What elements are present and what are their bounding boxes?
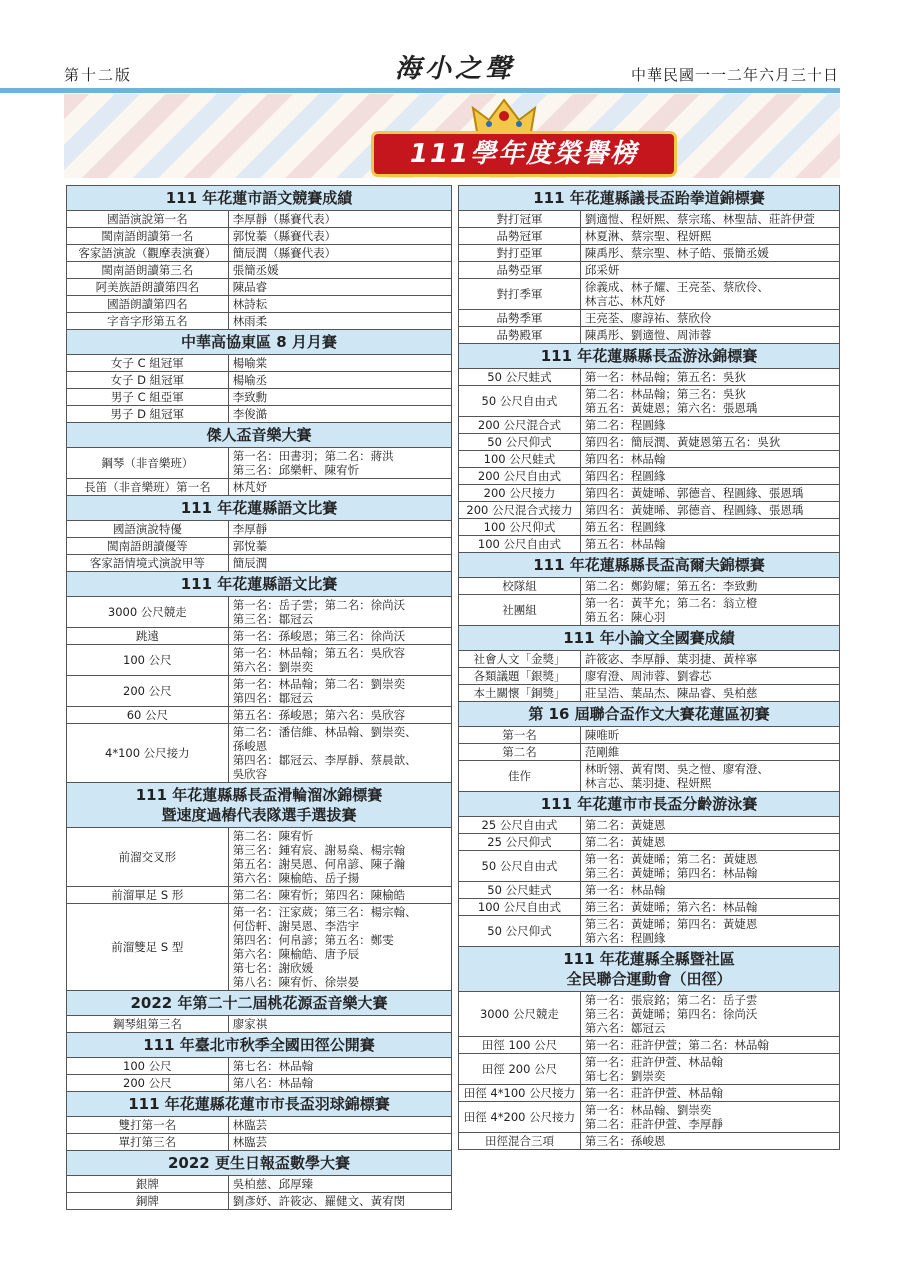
award-winners: 簡辰潤 <box>228 555 451 572</box>
table-row <box>459 916 840 947</box>
table-row <box>67 724 452 783</box>
award-winners: 陳品睿 <box>228 279 451 296</box>
award-category: 國語演說特優 <box>67 521 229 538</box>
award-winners: 第五名：孫峻恩；第六名：吳欣容 <box>228 707 451 724</box>
table-row <box>67 279 452 296</box>
issue-date: 中華民國一一二年六月三十日 <box>630 66 839 84</box>
award-category: 田徑 100 公尺 <box>459 1037 581 1054</box>
table-row <box>67 1058 452 1075</box>
section-header <box>67 783 452 828</box>
award-category: 100 公尺仰式 <box>459 519 581 536</box>
section-header <box>459 702 840 727</box>
banner-title: 111學年度榮譽榜 <box>374 134 674 174</box>
award-category: 閩南語朗讀第一名 <box>67 228 229 245</box>
table-row <box>459 851 840 882</box>
award-category: 女子 C 組冠軍 <box>67 355 229 372</box>
section-title: 2022 年第二十二屆桃花源盃音樂大賽 <box>67 991 452 1016</box>
table-row <box>67 887 452 904</box>
table-row <box>459 651 840 668</box>
award-winners: 第一名：汪家葳；第三名：楊宗翰、 何岱軒、謝昊恩、李浩宇 第四名：何帛諺；第五名：鄭雯 第六名：陳榆皓、唐予辰 第七名：謝欣媛 第八名：陳宥忻、徐崇晏 <box>228 904 451 991</box>
award-winners: 廖家祺 <box>228 1016 451 1033</box>
award-category: 第二名 <box>459 744 581 761</box>
award-category: 25 公尺仰式 <box>459 834 581 851</box>
table-row <box>67 707 452 724</box>
award-winners: 邱采妍 <box>580 262 839 279</box>
table-row <box>67 479 452 496</box>
award-winners: 第二名：黃婕恩 <box>580 834 839 851</box>
award-winners: 第一名：莊許伊萱；第二名：林品翰 <box>580 1037 839 1054</box>
section-title: 傑人盃音樂大賽 <box>67 423 452 448</box>
award-category: 60 公尺 <box>67 707 229 724</box>
table-row <box>459 245 840 262</box>
table-row <box>67 555 452 572</box>
table-row <box>67 245 452 262</box>
award-winners: 陳禹彤、蔡宗聖、林子皓、張簡丞媛 <box>580 245 839 262</box>
award-winners: 第八名：林品翰 <box>228 1075 451 1092</box>
award-category: 3000 公尺競走 <box>67 597 229 628</box>
table-row <box>459 744 840 761</box>
table-row <box>459 1037 840 1054</box>
award-category: 國語演說第一名 <box>67 211 229 228</box>
award-winners: 第一名：黃婕晞；第二名：黃婕恩 第三名：黃婕晞；第四名：林品翰 <box>580 851 839 882</box>
award-category: 100 公尺自由式 <box>459 899 581 916</box>
award-category: 本土關懷「銅獎」 <box>459 685 581 702</box>
award-category: 單打第三名 <box>67 1134 229 1151</box>
award-winners: 第五名：林品翰 <box>580 536 839 553</box>
award-winners: 郭悅蓁（縣賽代表） <box>228 228 451 245</box>
table-row <box>67 262 452 279</box>
award-category: 校隊組 <box>459 578 581 595</box>
award-category: 100 公尺自由式 <box>459 536 581 553</box>
table-row <box>459 327 840 344</box>
table-row <box>67 538 452 555</box>
award-category: 100 公尺蛙式 <box>459 451 581 468</box>
award-category: 50 公尺蛙式 <box>459 369 581 386</box>
table-row <box>459 485 840 502</box>
section-title: 111 年花蓮縣縣長盃游泳錦標賽 <box>459 344 840 369</box>
award-category: 200 公尺自由式 <box>459 468 581 485</box>
table-row <box>67 372 452 389</box>
award-winners: 林昕翎、黃宥閔、吳之愷、廖宥澄、 林言芯、葉羽捷、程妍熙 <box>580 761 839 792</box>
table-row <box>459 578 840 595</box>
award-category: 各類議題「銀獎」 <box>459 668 581 685</box>
section-header <box>67 1151 452 1176</box>
table-row <box>459 386 840 417</box>
award-winners: 第四名：黃婕晞、郭德音、程圓緣、張恩瑀 <box>580 485 839 502</box>
table-row <box>459 899 840 916</box>
table-row <box>459 1054 840 1085</box>
table-row <box>459 1133 840 1150</box>
table-row <box>459 262 840 279</box>
award-category: 國語朗讀第四名 <box>67 296 229 313</box>
award-winners: 第一名：林品翰 <box>580 882 839 899</box>
award-winners: 第一名：孫峻恩；第三名：徐尚沃 <box>228 628 451 645</box>
award-winners: 林芃妤 <box>228 479 451 496</box>
right-column <box>458 185 840 1150</box>
award-category: 長笛（非音樂班）第一名 <box>67 479 229 496</box>
section-title: 111 年花蓮市市長盃分齡游泳賽 <box>459 792 840 817</box>
award-winners: 第一名：林品翰；第五名：吳欣容 第六名：劉崇奕 <box>228 645 451 676</box>
award-category: 田徑 4*100 公尺接力 <box>459 1085 581 1102</box>
award-category: 50 公尺自由式 <box>459 386 581 417</box>
award-winners: 第四名：程圓緣 <box>580 468 839 485</box>
section-title: 111 年花蓮縣語文比賽 <box>67 572 452 597</box>
award-winners: 楊喻丞 <box>228 372 451 389</box>
award-winners: 林詩耘 <box>228 296 451 313</box>
award-winners: 徐義成、林子耀、王亮荃、蔡欣伶、 林言芯、林芃妤 <box>580 279 839 310</box>
award-category: 客家語演說（觀摩表演賽） <box>67 245 229 262</box>
table-row <box>67 676 452 707</box>
award-category: 鋼琴（非音樂班） <box>67 448 229 479</box>
award-winners: 第一名：黃芊允；第二名：翁立橙 第五名：陳心羽 <box>580 595 839 626</box>
table-row <box>459 761 840 792</box>
award-winners: 第三名：黃婕晞；第六名：林品翰 <box>580 899 839 916</box>
table-row <box>459 834 840 851</box>
table-row <box>459 310 840 327</box>
section-header <box>459 186 840 211</box>
table-row <box>67 904 452 991</box>
table-row <box>67 1117 452 1134</box>
award-category: 200 公尺混合式 <box>459 417 581 434</box>
award-category: 男子 C 組亞軍 <box>67 389 229 406</box>
award-winners: 簡辰潤（縣賽代表） <box>228 245 451 262</box>
section-header <box>459 553 840 578</box>
award-category: 對打季軍 <box>459 279 581 310</box>
award-category: 200 公尺混合式接力 <box>459 502 581 519</box>
header-rule <box>0 88 840 93</box>
award-category: 銀牌 <box>67 1176 229 1193</box>
newspaper-title: 海小之聲 <box>394 54 515 84</box>
award-winners: 第四名：黃婕晞、郭德音、程圓緣、張恩瑀 <box>580 502 839 519</box>
award-winners: 范剛維 <box>580 744 839 761</box>
award-winners: 李俊澔 <box>228 406 451 423</box>
page-number: 第十二版 <box>64 66 133 84</box>
table-row <box>459 817 840 834</box>
award-winners: 莊呈浩、葉品杰、陳品睿、吳柏慈 <box>580 685 839 702</box>
award-category: 閩南語朗讀優等 <box>67 538 229 555</box>
section-header <box>459 626 840 651</box>
section-title: 111 年花蓮縣全縣暨社區 全民聯合運動會（田徑） <box>459 947 840 992</box>
table-row <box>67 1075 452 1092</box>
section-header <box>67 1033 452 1058</box>
award-category: 200 公尺 <box>67 1075 229 1092</box>
section-title: 111 年花蓮縣語文比賽 <box>67 496 452 521</box>
award-winners: 第一名：岳子雲；第二名：徐尚沃 第三名：鄒冠云 <box>228 597 451 628</box>
table-row <box>67 313 452 330</box>
section-title: 111 年花蓮縣花蓮市市長盃羽球錦標賽 <box>67 1092 452 1117</box>
award-winners: 陳禹彤、劉適愷、周沛蓉 <box>580 327 839 344</box>
table-row <box>459 451 840 468</box>
award-winners: 第二名：陳宥忻；第四名：陳榆皓 <box>228 887 451 904</box>
page-header <box>0 0 905 90</box>
award-winners: 第四名：林品翰 <box>580 451 839 468</box>
award-category: 對打亞軍 <box>459 245 581 262</box>
section-title: 第 16 屆聯合盃作文大賽花蓮區初賽 <box>459 702 840 727</box>
table-row <box>67 228 452 245</box>
award-category: 第一名 <box>459 727 581 744</box>
section-header <box>459 344 840 369</box>
table-row <box>67 1016 452 1033</box>
award-winners: 劉適愷、程妍熙、蔡宗瑤、林聖喆、莊許伊萱 <box>580 211 839 228</box>
section-header <box>459 947 840 992</box>
award-winners: 第四名：簡辰潤、黃婕恩第五名：吳狄 <box>580 434 839 451</box>
honor-roll-banner <box>64 94 840 178</box>
award-winners: 第一名：田書羽；第二名：蔣洪 第三名：邱樂軒、陳宥忻 <box>228 448 451 479</box>
table-row <box>459 279 840 310</box>
award-category: 100 公尺 <box>67 645 229 676</box>
award-category: 前溜單足 S 形 <box>67 887 229 904</box>
award-winners: 林臨芸 <box>228 1134 451 1151</box>
award-winners: 第二名：程圓緣 <box>580 417 839 434</box>
section-header <box>67 330 452 355</box>
award-category: 阿美族語朗讀第四名 <box>67 279 229 296</box>
award-winners: 第一名：莊許伊萱、林品翰 第七名：劉崇奕 <box>580 1054 839 1085</box>
award-winners: 吳柏慈、邱厚臻 <box>228 1176 451 1193</box>
award-category: 50 公尺仰式 <box>459 434 581 451</box>
award-winners: 廖宥澄、周沛蓉、劉睿芯 <box>580 668 839 685</box>
table-row <box>459 668 840 685</box>
award-category: 男子 D 組冠軍 <box>67 406 229 423</box>
table-row <box>459 1102 840 1133</box>
award-category: 前溜交叉形 <box>67 828 229 887</box>
award-winners: 第二名：黃婕恩 <box>580 817 839 834</box>
section-header <box>67 496 452 521</box>
award-winners: 李致勳 <box>228 389 451 406</box>
award-winners: 林雨柔 <box>228 313 451 330</box>
table-row <box>459 502 840 519</box>
table-row <box>67 521 452 538</box>
left-awards-table <box>66 185 452 1210</box>
award-winners: 第一名：林品翰、劉崇奕 第二名：莊許伊萱、李厚靜 <box>580 1102 839 1133</box>
left-column <box>66 185 452 1210</box>
table-row <box>67 828 452 887</box>
section-title: 111 年臺北市秋季全國田徑公開賽 <box>67 1033 452 1058</box>
award-winners: 第二名：陳宥忻 第三名：鍾宥宸、謝易燊、楊宗翰 第五名：謝昊恩、何帛諺、陳子瀚 第六名：陳榆皓、岳子揚 <box>228 828 451 887</box>
section-title: 111 年花蓮市語文競賽成績 <box>67 186 452 211</box>
table-row <box>67 355 452 372</box>
award-category: 田徑 4*200 公尺接力 <box>459 1102 581 1133</box>
award-category: 字音字形第五名 <box>67 313 229 330</box>
section-title: 2022 更生日報盃數學大賽 <box>67 1151 452 1176</box>
table-row <box>459 434 840 451</box>
award-category: 雙打第一名 <box>67 1117 229 1134</box>
section-title: 111 年小論文全國賽成績 <box>459 626 840 651</box>
section-header <box>67 1092 452 1117</box>
crown-icon <box>469 96 539 136</box>
table-row <box>67 406 452 423</box>
award-category: 鋼琴組第三名 <box>67 1016 229 1033</box>
table-row <box>459 685 840 702</box>
award-category: 50 公尺仰式 <box>459 916 581 947</box>
award-category: 閩南語朗讀第三名 <box>67 262 229 279</box>
award-category: 銅牌 <box>67 1193 229 1210</box>
award-winners: 許筱宓、李厚靜、葉羽捷、黃梓寧 <box>580 651 839 668</box>
section-title: 111 年花蓮縣議長盃跆拳道錦標賽 <box>459 186 840 211</box>
award-winners: 第二名：林品翰；第三名：吳狄 第五名：黃婕恩；第六名：張恩瑀 <box>580 386 839 417</box>
table-row <box>67 1134 452 1151</box>
award-category: 200 公尺 <box>67 676 229 707</box>
award-category: 50 公尺蛙式 <box>459 882 581 899</box>
right-awards-table <box>458 185 840 1150</box>
award-winners: 第五名：程圓緣 <box>580 519 839 536</box>
award-winners: 郭悅蓁 <box>228 538 451 555</box>
award-winners: 第三名：孫峻恩 <box>580 1133 839 1150</box>
award-category: 50 公尺自由式 <box>459 851 581 882</box>
award-category: 客家語情境式演說甲等 <box>67 555 229 572</box>
table-row <box>459 228 840 245</box>
award-winners: 楊喻棠 <box>228 355 451 372</box>
table-row <box>67 296 452 313</box>
award-category: 品勢冠軍 <box>459 228 581 245</box>
award-winners: 第一名：張宸銘；第二名：岳子雲 第三名：黃婕晞；第四名：徐尚沃 第六名：鄒冠云 <box>580 992 839 1037</box>
table-row <box>459 727 840 744</box>
award-category: 對打冠軍 <box>459 211 581 228</box>
section-header <box>459 792 840 817</box>
table-row <box>459 536 840 553</box>
section-header <box>67 186 452 211</box>
section-header <box>67 991 452 1016</box>
section-header <box>67 572 452 597</box>
award-category: 4*100 公尺接力 <box>67 724 229 783</box>
table-row <box>459 211 840 228</box>
award-category: 品勢亞軍 <box>459 262 581 279</box>
award-category: 品勢殿軍 <box>459 327 581 344</box>
award-category: 社團組 <box>459 595 581 626</box>
award-category: 社會人文「金獎」 <box>459 651 581 668</box>
table-row <box>67 389 452 406</box>
award-winners: 第一名：莊許伊萱、林品翰 <box>580 1085 839 1102</box>
award-winners: 第七名：林品翰 <box>228 1058 451 1075</box>
award-category: 100 公尺 <box>67 1058 229 1075</box>
section-title: 中華高協東區 8 月月賽 <box>67 330 452 355</box>
award-category: 佳作 <box>459 761 581 792</box>
table-row <box>459 468 840 485</box>
table-row <box>67 1193 452 1210</box>
award-winners: 林臨芸 <box>228 1117 451 1134</box>
table-row <box>459 992 840 1037</box>
section-header <box>67 423 452 448</box>
table-row <box>67 211 452 228</box>
award-category: 田徑混合三項 <box>459 1133 581 1150</box>
award-category: 田徑 200 公尺 <box>459 1054 581 1085</box>
section-title: 111 年花蓮縣縣長盃滑輪溜冰錦標賽 暨速度過樁代表隊選手選拔賽 <box>67 783 452 828</box>
award-category: 25 公尺自由式 <box>459 817 581 834</box>
award-winners: 第三名：黃婕晞；第四名：黃婕恩 第六名：程圓緣 <box>580 916 839 947</box>
award-winners: 林夏淋、蔡宗聖、程妍熙 <box>580 228 839 245</box>
table-row <box>459 417 840 434</box>
award-winners: 第一名：林品翰；第二名：劉崇奕 第四名：鄒冠云 <box>228 676 451 707</box>
award-category: 前溜雙足 S 型 <box>67 904 229 991</box>
table-row <box>459 882 840 899</box>
award-winners: 陳唯昕 <box>580 727 839 744</box>
award-winners: 第二名：潘信維、林品翰、劉崇奕、 孫峻恩 第四名：鄒冠云、李厚靜、蔡晨歆、 吳欣容 <box>228 724 451 783</box>
award-category: 3000 公尺競走 <box>459 992 581 1037</box>
table-row <box>459 369 840 386</box>
table-row <box>67 628 452 645</box>
award-winners: 第一名：林品翰；第五名：吳狄 <box>580 369 839 386</box>
award-winners: 李厚靜（縣賽代表） <box>228 211 451 228</box>
table-row <box>67 448 452 479</box>
award-winners: 劉彥妤、許筱宓、羅健文、黃宥閔 <box>228 1193 451 1210</box>
table-row <box>459 595 840 626</box>
award-winners: 張簡丞媛 <box>228 262 451 279</box>
award-winners: 李厚靜 <box>228 521 451 538</box>
award-category: 品勢季軍 <box>459 310 581 327</box>
table-row <box>459 1085 840 1102</box>
table-row <box>459 519 840 536</box>
table-row <box>67 645 452 676</box>
award-category: 女子 D 組冠軍 <box>67 372 229 389</box>
table-row <box>67 597 452 628</box>
award-winners: 第二名：鄭鈞耀；第五名：李致勳 <box>580 578 839 595</box>
award-category: 跳遠 <box>67 628 229 645</box>
section-title: 111 年花蓮縣縣長盃高爾夫錦標賽 <box>459 553 840 578</box>
award-winners: 王亮荃、廖諄祐、蔡欣伶 <box>580 310 839 327</box>
table-row <box>67 1176 452 1193</box>
award-category: 200 公尺接力 <box>459 485 581 502</box>
